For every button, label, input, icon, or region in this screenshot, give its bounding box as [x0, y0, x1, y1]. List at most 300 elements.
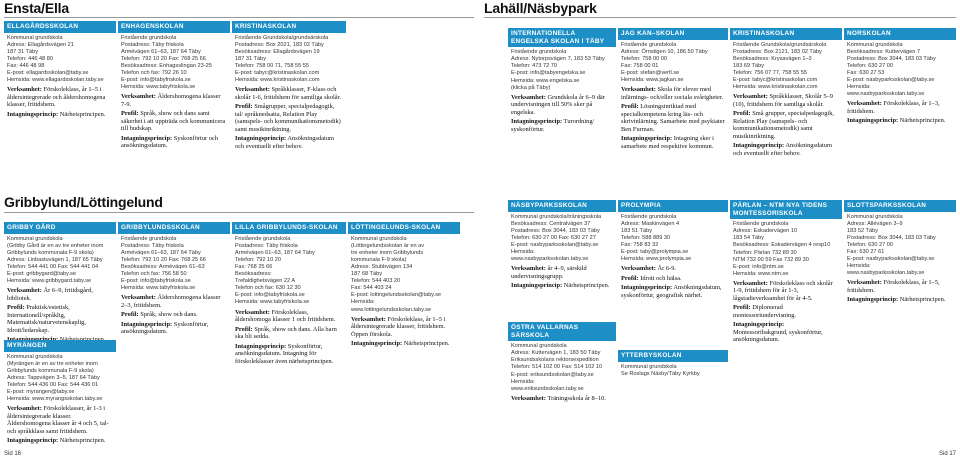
school-body: [730, 40, 842, 160]
school-name: NÄSBYPARKSSKOLAN: [508, 200, 616, 212]
verksamhet-label: Verksamhet:: [121, 294, 156, 302]
intag-label: Intagningsprincip:: [121, 134, 173, 142]
contact-line: E-post: myrangen@taby.se: [7, 389, 75, 396]
school-body: [508, 341, 616, 404]
intag-label: Intagningsprincip:: [511, 118, 563, 126]
profil-value: Små grupper, specialpedagogik, Relation Play (samspels- och kommunikationsmetodik) samt musikinriktning.: [733, 110, 834, 140]
contact-line: (Gribby Gård är en av tre enheter inom: [7, 242, 104, 249]
verksamhet-text: [235, 86, 343, 101]
school-body: [844, 212, 956, 306]
profil-text: [733, 110, 839, 140]
contact-line: Kommunal grundskola: [351, 235, 407, 242]
verksamhet-label: Verksamhet:: [7, 287, 42, 295]
contact-line: (Löttingelundsskolan är en av: [351, 242, 425, 249]
intag-text: [235, 343, 343, 366]
intag-text: [621, 284, 725, 299]
intag-text: [121, 135, 227, 150]
contact-line: Telefon: 630 27 00: [847, 62, 894, 69]
divider: [4, 212, 474, 213]
school-name: ELLAGÅRDSSKOLAN: [4, 21, 116, 33]
school-card-kristina-right: [730, 28, 842, 159]
contact-line: Hemsida: www.kristinaskolan.com: [235, 77, 320, 84]
school-card-slottsparks: [844, 200, 956, 306]
verksamhet-text: [351, 316, 457, 339]
contact-line: Kommunal grundskola: [847, 213, 903, 220]
school-body: [618, 40, 728, 153]
school-card-ellagard: [4, 21, 116, 120]
verksamhet-value: Förskoleklass, år 1–5 i åldersintegrerade och åldershomogena klasser, fritidshem.: [7, 86, 106, 109]
contact-line: E-post: info@tabyengelska.se: [511, 70, 586, 77]
intag-value: Ansökningsdatum och eventuellt efter behov.: [235, 135, 334, 150]
intag-label: Intagningsprincip:: [847, 117, 899, 125]
page-number-right: Sid 17: [938, 451, 956, 457]
profil-label: Profil:: [733, 110, 751, 118]
intag-value: Montessoribakgrund, syskonförtur, ansökningsdatum.: [733, 328, 823, 344]
verksamhet-text: [121, 294, 227, 309]
intag-text: [511, 282, 613, 290]
contact-line: E-post: ellagardsskolan@taby.se: [7, 70, 89, 77]
verksamhet-label: Verksamhet:: [847, 279, 882, 287]
contact-line: Gribbylunds kommunala F-9 skola): [7, 249, 94, 256]
contact-line: tre enheter inom Gribbylunds: [351, 249, 424, 256]
school-name: KRISTINASKOLAN: [730, 28, 842, 40]
contact-line: Fristående grundskola: [733, 221, 789, 228]
contact-line: www.nasbyparksskolan.taby.se: [847, 91, 925, 98]
verksamhet-text: [7, 287, 113, 302]
verksamhet-value: Förskoleklass, år 1–5 i åldersintegrerade klasser, fritidshem. Öppen förskola.: [351, 315, 446, 338]
verksamhet-value: Språkklasser, F-klass och skolår 1-6, fritidshem för samtliga skolår.: [235, 86, 341, 101]
contact-line: www.lottingelundsskolan.taby.se: [351, 306, 432, 313]
verksamhet-value: Grundskola år 6–9 där undervisningen till 50% sker på engelska.: [511, 93, 605, 116]
contact-line: Se Roslags Näsby/Täby Kyrkby: [621, 370, 700, 377]
verksamhet-label: Verksamhet:: [733, 93, 768, 101]
intag-label: Intagningsprincip:: [621, 284, 673, 292]
school-name: PÄRLAN – NTM NYA TIDENS MONTESSORISKOLA: [730, 200, 842, 219]
verksamhet-label: Verksamhet:: [235, 308, 270, 316]
contact-line: Telefon och fax: 756 58 50: [121, 271, 187, 278]
contact-line: Adress: Maskinvägen 4: [621, 220, 680, 227]
contact-line: Arméväqen 61–63, 187 64 Täby: [121, 249, 201, 256]
profil-value: Praktisk/estetisk, Internationell/språklig, Matematisk/naturvetenskaplig, Idrott/ledarskap.: [7, 304, 86, 334]
contact-line: Adress: Kuttervägen 1, 183 50 Täby: [511, 350, 601, 357]
profil-label: Profil:: [121, 311, 139, 319]
contact-line: E-post: info@tabyfriskola.se: [121, 77, 191, 84]
contact-line: Telefon: 756 07 77, 758 55 55: [733, 69, 808, 76]
verksamhet-text: [511, 395, 613, 403]
intag-value: Närhetsprincipen.: [59, 437, 106, 445]
school-body: [730, 219, 842, 346]
school-card-myrangen: [4, 340, 116, 447]
contact-line: (klicka på Täby): [511, 84, 551, 91]
intag-text: [733, 321, 839, 344]
contact-line: Telefon: 544 403 20: [351, 278, 401, 285]
verksamhet-label: Verksamhet:: [511, 93, 546, 101]
verksamhet-text: [7, 86, 113, 109]
school-body: [4, 352, 116, 447]
verksamhet-label: Verksamhet:: [121, 93, 156, 101]
verksamhet-text: [235, 309, 343, 324]
contact-line: Telefon och fax: 792 26 10: [121, 70, 187, 77]
verksamhet-value: år 4–9, särskild undervisningsgrupp.: [511, 265, 587, 280]
verksamhet-label: Verksamhet:: [235, 86, 270, 94]
school-body: [4, 33, 116, 121]
contact-line: E-post: stefan@vertl.se: [621, 69, 680, 76]
contact-info: [847, 214, 953, 278]
contact-line: Kommunal grundskola: [511, 343, 567, 350]
contact-line: Postadress: Täby friskola: [121, 242, 184, 249]
school-name: PROLYMPIA: [618, 200, 728, 212]
school-card-kristina: [232, 21, 346, 152]
page-number-left: Sid 16: [4, 451, 22, 457]
profil-text: [121, 311, 227, 319]
verksamhet-text: [511, 265, 613, 280]
verksamhet-label: Verksamhet:: [621, 265, 656, 273]
intag-value: Syskonförtur, ansökningsdatum. Intagning för förskoleklasser även närhetsprincipen.: [235, 342, 334, 365]
contact-line: Telefon: 792 10 20 Fax: 768 25 66: [121, 256, 206, 263]
intag-label: Intagningsprincip:: [235, 342, 287, 350]
contact-info: [511, 343, 613, 393]
school-card-parlan: [730, 200, 842, 346]
profil-label: Profil:: [235, 325, 253, 333]
intag-value: Syskonförtur och ansökningsdatum.: [121, 134, 218, 150]
contact-line: Fristående grundskola: [121, 34, 177, 41]
contact-info: [7, 35, 113, 85]
intag-text: [7, 111, 113, 119]
school-name: MYRÄNGEN: [4, 340, 116, 352]
intag-text: [733, 142, 839, 157]
contact-line: Hemsida: www.ellagardsskolan.taby.se: [7, 77, 104, 84]
area-title-lahall: Lahäll/Näsbypark: [484, 0, 597, 16]
profil-text: [621, 275, 725, 283]
contact-line: Kommunal grundskola/träningsskola: [511, 213, 602, 220]
intag-label: Intagningsprincip:: [621, 135, 673, 143]
contact-line: Trefaldighetsvägen 22 A: [235, 278, 296, 285]
contact-line: Fax: 630 27 53: [847, 69, 885, 76]
contact-line: Postadress: Täby friskola: [121, 41, 184, 48]
verksamhet-value: Åldershomogena klasser 7-9.: [121, 93, 221, 108]
intag-value: Turordning/ syskonförtur.: [511, 118, 595, 133]
intag-value: Närhetsprincipen.: [59, 110, 106, 118]
verksamhet-label: Verksamhet:: [847, 100, 882, 108]
contact-line: Kommunal grundskola: [847, 41, 903, 48]
verksamhet-text: [511, 94, 613, 117]
intag-text: [235, 135, 343, 150]
contact-line: Hemsida: www.gribbygard.taby.se: [7, 278, 92, 285]
contact-line: Telefon: 630 27 00: [847, 241, 894, 248]
contact-line: Hemsida: www.tabyfriskola.se: [121, 84, 196, 91]
school-card-nasbypark: [508, 200, 616, 292]
contact-line: E-post: info@tabyfriskola.se: [235, 292, 305, 299]
profil-text: [235, 103, 343, 133]
contact-line: Adress: Allévägen 3–9: [847, 220, 903, 227]
verksamhet-value: Språkklasser, Skolår 5–9 (10), fritidshem för samtliga skolår.: [733, 93, 833, 108]
contact-line: www.nasbyparksskolan.taby.se: [847, 270, 925, 277]
school-card-ytterby: [618, 350, 728, 380]
contact-line: E-post: lottingelundsskolan@taby.se: [351, 292, 442, 299]
verksamhet-label: Verksamhet:: [7, 405, 42, 413]
intag-value: Intagning sker i samarbete med respektive kommun.: [621, 135, 714, 150]
school-name: KRISTINASKOLAN: [232, 21, 346, 33]
profil-value: Språk, show och dans.: [140, 311, 198, 319]
intag-label: Intagningsprincip:: [121, 320, 173, 328]
contact-line: E-post: eriksundsskolan@taby.se: [511, 371, 594, 378]
contact-line: 183 54 Täby: [733, 235, 764, 242]
right-page: [480, 0, 960, 460]
contact-line: Adress: Ellagårdsvägen 21: [7, 41, 74, 48]
intag-label: Intagningsprincip:: [511, 282, 563, 290]
contact-line: Telefon och fax: 630 12 30: [235, 285, 301, 292]
intag-label: Intagningsprincip:: [7, 437, 59, 445]
contact-info: [621, 42, 725, 85]
contact-line: Hemsida:: [847, 84, 871, 91]
school-name: ENHAGENSKOLAN: [118, 21, 230, 33]
contact-line: Telefon: 758 00 00: [621, 55, 668, 62]
contact-line: www.nasbyparksskolan.taby.se: [511, 256, 589, 263]
contact-info: [235, 236, 343, 307]
contact-line: Telefon: 630 27 00 Fax: 630 27 27: [511, 234, 596, 241]
verksamhet-text: [621, 86, 725, 101]
school-name: INTERNATIONELLA ENGELSKA SKOLAN I TÄBY: [508, 28, 616, 47]
contact-info: [511, 49, 613, 92]
intag-value: Närhetsprincipen.: [899, 296, 946, 304]
school-card-prolympia: [618, 200, 728, 301]
verksamhet-value: Förskoleklass, år 1–3, fritidshem.: [847, 100, 940, 115]
school-body: [4, 234, 116, 346]
contact-line: (Myrängen är en av tre enheter inom: [7, 360, 98, 367]
verksamhet-text: [621, 265, 725, 273]
profil-text: [733, 304, 839, 319]
profil-value: Idrott och hälsa.: [640, 274, 682, 282]
verksamhet-label: Verksamhet:: [621, 86, 656, 94]
contact-line: Besöksadress: Ellagårdsvägen 19: [235, 48, 320, 55]
contact-line: E-post: nasbyparksskolan@taby.se: [511, 241, 599, 248]
contact-line: Fax: 544 403 24: [351, 285, 392, 292]
contact-line: Adress: Stubbvägen 134: [351, 263, 413, 270]
contact-line: Fax: 758 83 32: [621, 241, 659, 248]
contact-line: Fristående grundskola: [121, 235, 177, 242]
contact-line: Besöksadress: Krysavägen 1–3: [733, 55, 812, 62]
contact-line: Kommunal grundskola: [7, 353, 63, 360]
profil-text: [121, 110, 227, 133]
contact-info: [7, 354, 113, 404]
contact-line: Eriksundsskolans rektorsexpedition: [511, 357, 599, 364]
school-body: [118, 33, 230, 152]
contact-line: 187 68 Täby: [351, 271, 382, 278]
school-name: JAG KAN–SKOLAN: [618, 28, 728, 40]
contact-line: Kommunal grundskola: [621, 363, 677, 370]
profil-value: Smågrupper, specialpedagogik, tal/ språknedsatta, Relation Play (samspels- och kommunikationsmetodik) samt musikinriktning.: [235, 103, 341, 133]
contact-line: Telefon: 514 102 00 Fax: 514 102 10: [511, 364, 603, 371]
contact-line: Fristående grundskola: [235, 235, 291, 242]
contact-info: [121, 236, 227, 293]
contact-line: Adress: Linbastuvägen 1, 187 65 Täby: [7, 256, 103, 263]
contact-line: kommunala F-9 skola): [351, 256, 407, 263]
contact-line: Fristående Grundskola/grundsärskola: [733, 41, 827, 48]
intag-label: Intagningsprincip:: [235, 135, 287, 143]
contact-line: Hemsida: www.tabyfriskola.se: [235, 299, 310, 306]
intag-label: Intagningsprincip:: [733, 321, 785, 329]
contact-info: [7, 236, 113, 286]
contact-line: Telefon: 792 10 20 Fax: 768 25 66: [121, 55, 206, 62]
verksamhet-value: Förskoleklasser, år 1-3 i åldersintegrerade klasser. Åldershomogena klasser år 4 och 5, tal- och språkklass samt fritidshem.: [7, 405, 109, 435]
verksamhet-label: Verksamhet:: [351, 315, 386, 323]
contact-line: Hemsida: www.prolympia.se: [621, 256, 692, 263]
contact-line: Besöksadress: Enhagsslingan 23-25: [121, 62, 212, 69]
contact-line: Telefon: 544 441 00 Fax: 544 441 04: [7, 263, 99, 270]
contact-line: Telefon: 473 72 70: [511, 63, 558, 70]
contact-line: Postadress: Box 3044, 183 03 Täby: [511, 227, 600, 234]
intag-text: [121, 321, 227, 336]
verksamhet-text: [733, 280, 839, 303]
verksamhet-value: Förskoleklass, år 1–5, fritidshem.: [847, 279, 940, 294]
profil-label: Profil:: [733, 304, 751, 312]
verksamhet-label: Verksamhet:: [7, 86, 42, 94]
profil-text: [621, 103, 725, 133]
contact-info: [733, 42, 839, 92]
contact-line: E-post: info@tabyfriskola.se: [121, 278, 191, 285]
intag-text: [351, 340, 457, 348]
contact-line: Besöksadress:: [235, 271, 272, 278]
verksamhet-value: Träningsskola år 8–10.: [547, 394, 606, 402]
school-card-lilla-gribby: [232, 222, 346, 367]
intag-label: Intagningsprincip:: [7, 110, 59, 118]
verksamhet-value: Skola för elever med inlärnings- och/eller sociala svårigheter.: [621, 86, 724, 101]
contact-line: Telefon: Pärlan 732 89 30: [733, 249, 797, 256]
contact-line: Adress: Eskadervägen 10: [733, 228, 798, 235]
verksamhet-text: [121, 93, 227, 108]
contact-line: Fax: 768 25 66: [235, 263, 273, 270]
intag-label: Intagningsprincip:: [733, 142, 785, 150]
contact-info: [121, 35, 227, 92]
verksamhet-text: [847, 100, 953, 115]
contact-info: [847, 42, 953, 99]
contact-line: Fax: 758 00 01: [621, 62, 659, 69]
school-body: [618, 212, 728, 302]
contact-line: E-post: nasbyparksskolan@taby.se: [847, 77, 935, 84]
contact-info: [511, 214, 613, 264]
intag-value: Ansökningsdatum, syskonförtur, geografisk närhet.: [621, 284, 722, 299]
contact-line: Telefon: 792 10 20: [235, 256, 282, 263]
contact-line: E-post: tabyc@kristinaskolan.com: [235, 70, 320, 77]
contact-line: Telefon: 446 48 80: [7, 55, 54, 62]
verksamhet-label: Verksamhet:: [511, 265, 546, 273]
intag-text: [847, 117, 953, 125]
contact-line: 187 31 Täby: [7, 48, 38, 55]
school-card-lottinge: [348, 222, 460, 350]
school-body: [232, 234, 346, 367]
profil-label: Profil:: [621, 103, 639, 111]
school-name: LILLA GRIBBYLUNDS-SKOLAN: [232, 222, 346, 234]
contact-line: NTM 732 00 59 Fax 732 89 30: [733, 256, 809, 263]
verksamhet-label: Verksamhet:: [733, 279, 768, 287]
contact-line: Hemsida: www.ntm.se: [733, 270, 789, 277]
contact-info: [621, 364, 725, 378]
school-body: [844, 40, 956, 127]
area-title-gribbylund: Gribbylund/Löttingelund: [4, 194, 163, 210]
school-card-gribbylund: [118, 222, 230, 338]
contact-line: Postadress: Box 2021, 183 02 Täby: [235, 41, 324, 48]
school-card-norskolan: [844, 28, 956, 127]
contact-line: Besöksadress: Kuttervägen 7: [847, 48, 921, 55]
contact-line: E-post: taby@prolympia.se: [621, 249, 689, 256]
contact-line: Arméväqen 61–63, 187 64 Täby: [121, 48, 201, 55]
contact-line: Hemsida:: [351, 299, 375, 306]
school-body: [508, 212, 616, 292]
contact-line: 183 52 Täby: [847, 227, 878, 234]
contact-info: [235, 35, 343, 85]
contact-line: E-post: info@ntm.se: [733, 263, 784, 270]
school-name: SLOTTSPARKSSKOLAN: [844, 200, 956, 212]
intag-text: [621, 135, 725, 150]
divider: [484, 17, 956, 18]
school-name: YTTERBYSKOLAN: [618, 350, 728, 362]
intag-value: Ansökningsdatum och eventuellt efter behov.: [733, 142, 832, 157]
verksamhet-label: Verksamhet:: [511, 394, 546, 402]
contact-line: Fristående grundskola: [511, 49, 567, 56]
contact-line: Telefon: 544 436 00 Fax: 544 436 01: [7, 381, 99, 388]
verksamhet-value: År 6-9.: [657, 265, 676, 273]
contact-line: Adress: Tappvägen 3–5, 187 64 Täby: [7, 374, 100, 381]
profil-value: Språk, show och dans samt säkerhet i att uppträda och kommunicera till budskap.: [121, 110, 226, 133]
contact-line: www.eriksundsskolan.taby.se: [511, 385, 584, 392]
profil-label: Profil:: [235, 103, 253, 111]
contact-line: 187 31 Täby: [235, 55, 266, 62]
school-body: [348, 234, 460, 350]
school-body: [118, 234, 230, 338]
verksamhet-text: [7, 405, 113, 435]
profil-label: Profil:: [621, 274, 639, 282]
contact-line: Telefon: 758 00 71, 758 55 55: [235, 62, 310, 69]
profil-label: Profil:: [7, 304, 25, 312]
contact-line: Gribbylunds kommunala F-9 skola): [7, 367, 94, 374]
area-title-ensta: Ensta/Ella: [4, 0, 69, 16]
verksamhet-text: [733, 93, 839, 108]
verksamhet-value: Förskoleklass, åldershomoga klasser 1 och fritidshem.: [235, 308, 336, 324]
contact-info: [733, 221, 839, 278]
school-name: GRIBBYLUNDSSKOLAN: [118, 222, 230, 234]
school-card-gribby: [4, 222, 116, 346]
contact-line: Hemsida:: [511, 378, 535, 385]
intag-text: [511, 118, 613, 133]
intag-value: Närhetsprincipen.: [403, 340, 450, 348]
school-card-jagkan: [618, 28, 728, 152]
school-card-internationella: [508, 28, 616, 135]
contact-line: Hemsida: www.jagkan.se: [621, 77, 684, 84]
contact-line: Hemsida:: [847, 263, 871, 270]
profil-value: Lösningsinriktad med specialkompetens kring läs- och skrivinlärning. Samarbete med psykiater Ben Furman.: [621, 103, 725, 133]
contact-line: E-post: nasbyparksskolan@taby.se: [847, 256, 935, 263]
profil-text: [7, 304, 113, 334]
contact-line: Telefon: 588 889 30: [621, 234, 671, 241]
school-body: [232, 33, 346, 153]
contact-line: Adress: Nytorpsvägen 7, 183 53 Täby: [511, 56, 605, 63]
school-body: [508, 47, 616, 135]
school-card-ostra: [508, 322, 616, 404]
contact-line: Kommunal grundskola: [7, 235, 63, 242]
contact-line: 183 51 Täby: [621, 227, 652, 234]
profil-label: Profil:: [121, 110, 139, 118]
contact-line: Besöksadress: Eskadervägen 4 resp10: [733, 242, 831, 249]
contact-line: Hemsida: www.myrangsskolan.taby.se: [7, 396, 103, 403]
contact-line: Hemsida:: [511, 249, 535, 256]
profil-value: Språk, show och dans. Alla barn ska bli sedda.: [235, 325, 337, 341]
contact-line: Fristående grundskola: [621, 41, 677, 48]
verksamhet-value: År 6–9, fritidsgård, bibliotek.: [7, 287, 93, 302]
contact-line: Postadress: Täby friskola: [235, 242, 298, 249]
contact-line: Postadress: Box 3044, 183 03 Täby: [847, 55, 936, 62]
contact-line: Postadress: Box 2121, 183 02 Täby: [733, 48, 822, 55]
contact-info: [621, 214, 725, 264]
